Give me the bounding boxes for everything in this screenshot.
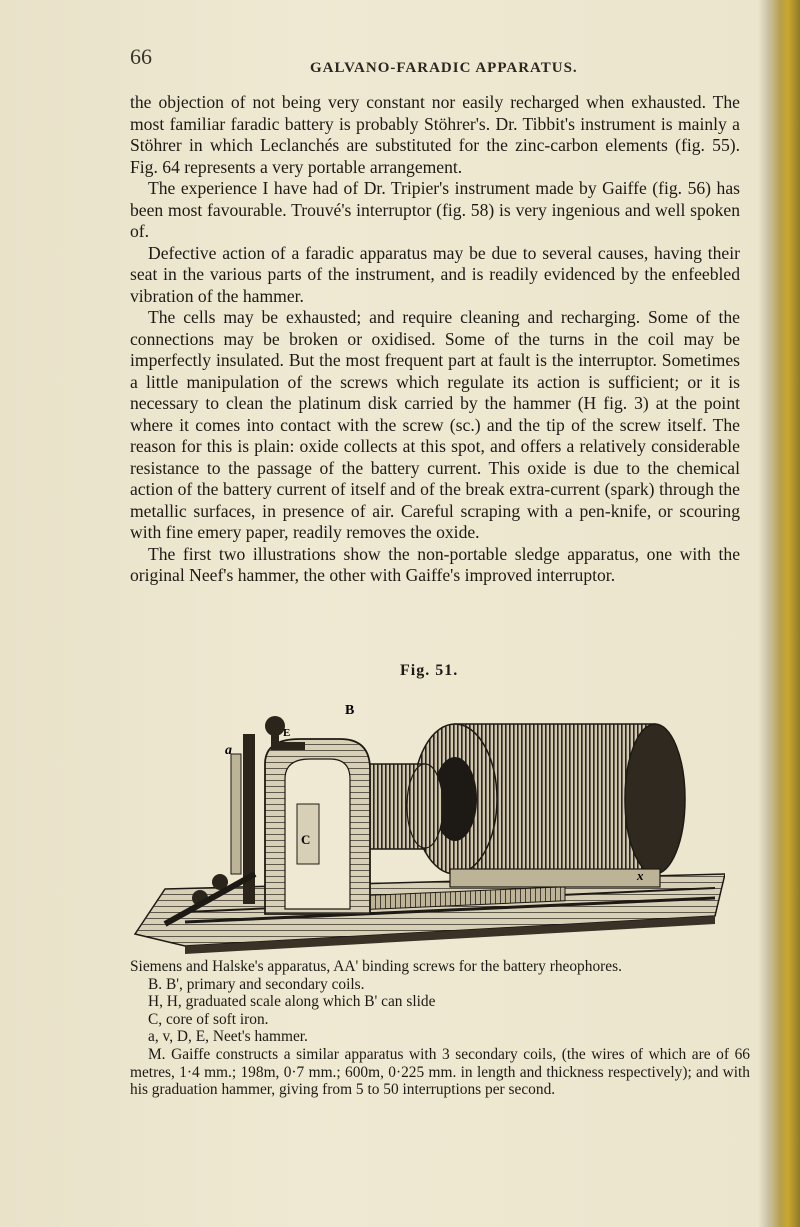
figure-letter-e: E bbox=[283, 727, 291, 739]
figure-letter-a: a bbox=[225, 743, 232, 758]
caption-line: C, core of soft iron. bbox=[148, 1010, 269, 1028]
upright-frame bbox=[265, 739, 370, 914]
figure-illustration bbox=[125, 684, 725, 954]
figure-label: Fig. 51. bbox=[400, 662, 459, 679]
caption-line: B. B', primary and secondary coils. bbox=[148, 975, 365, 993]
page-number: 66 bbox=[130, 44, 152, 69]
paragraph: Defective action of a faradic apparatus may be due to several causes, having their seat in the various parts of the instrument, and is readily evidenced by the enfeebled vibration of the hammer. bbox=[130, 242, 740, 306]
paragraph: The cells may be exhausted; and require cleaning and recharging. Some of the connections may be broken or oxidised. Some of the turns in the coil may be imperfectly insulated. But the most frequent part at fault is the interruptor. Sometimes a little manipulation of the screws which regulate its action is sufficient; or it is necessary to clean the platinum disk carried by the hammer (H fig. 3) at the point where it comes into contact with the screw (sc.) and the tip of the screw itself. The reason for this is plain: oxide collects at this spot, and offers a relatively considerable resistance to the passage of the battery current. This oxide is due to the chemical action of the battery current of itself and of the break extra-current (spark) through the metallic surfaces, in presence of air. Careful scraping with a pen-knife, or scouring with fine emery paper, readily removes the oxide. bbox=[130, 307, 740, 542]
paragraph: The first two illustrations show the non-portable sledge apparatus, one with the original Neef's hammer, the other with Gaiffe's improved interruptor. bbox=[130, 543, 740, 585]
caption-line: a, v, D, E, Neet's hammer. bbox=[148, 1028, 308, 1046]
paragraph: The experience I have had of Dr. Tripier's instrument made by Gaiffe (fig. 56) has been most favourable. Trouvé's interruptor (fig. 58) is very ingenious and well spoken of. bbox=[130, 178, 740, 241]
gutter-shadow bbox=[758, 0, 770, 1227]
caption-line: Siemens and Halske's apparatus, AA' binding screws for the battery rheophores. bbox=[130, 958, 622, 975]
figure-letter-x: x bbox=[637, 868, 644, 883]
caption-line: H, H, graduated scale along which B' can slide bbox=[148, 993, 436, 1011]
body-text bbox=[130, 92, 740, 587]
figure-letter-b: B bbox=[345, 703, 355, 718]
running-head: GALVANO-FARADIC APPARATUS. bbox=[310, 60, 578, 76]
secondary-coil bbox=[413, 724, 685, 887]
caption-note: M. Gaiffe constructs a similar apparatus with 3 secondary coils, (the wires of which are of 66 metres, 1·4 mm.; 198m, 0·7 mm.; 600m, 0·225 mm. in length and thickness respectively); and with his graduation hammer, giving from 5 to 50 interruptions per second. bbox=[130, 1045, 750, 1099]
figure-letter-c: C bbox=[301, 832, 311, 847]
book-spine-edge bbox=[770, 0, 800, 1227]
figure-caption bbox=[130, 958, 750, 1099]
paragraph: the objection of not being very constant nor easily recharged when exhausted. The most familiar faradic battery is probably Stöhrer's. Dr. Tibbit's instrument is mainly a Stöhrer in which Leclanchés are substituted for the zinc-carbon elements (fig. 55). Fig. 64 represents a very portable arrangement. bbox=[130, 92, 740, 177]
